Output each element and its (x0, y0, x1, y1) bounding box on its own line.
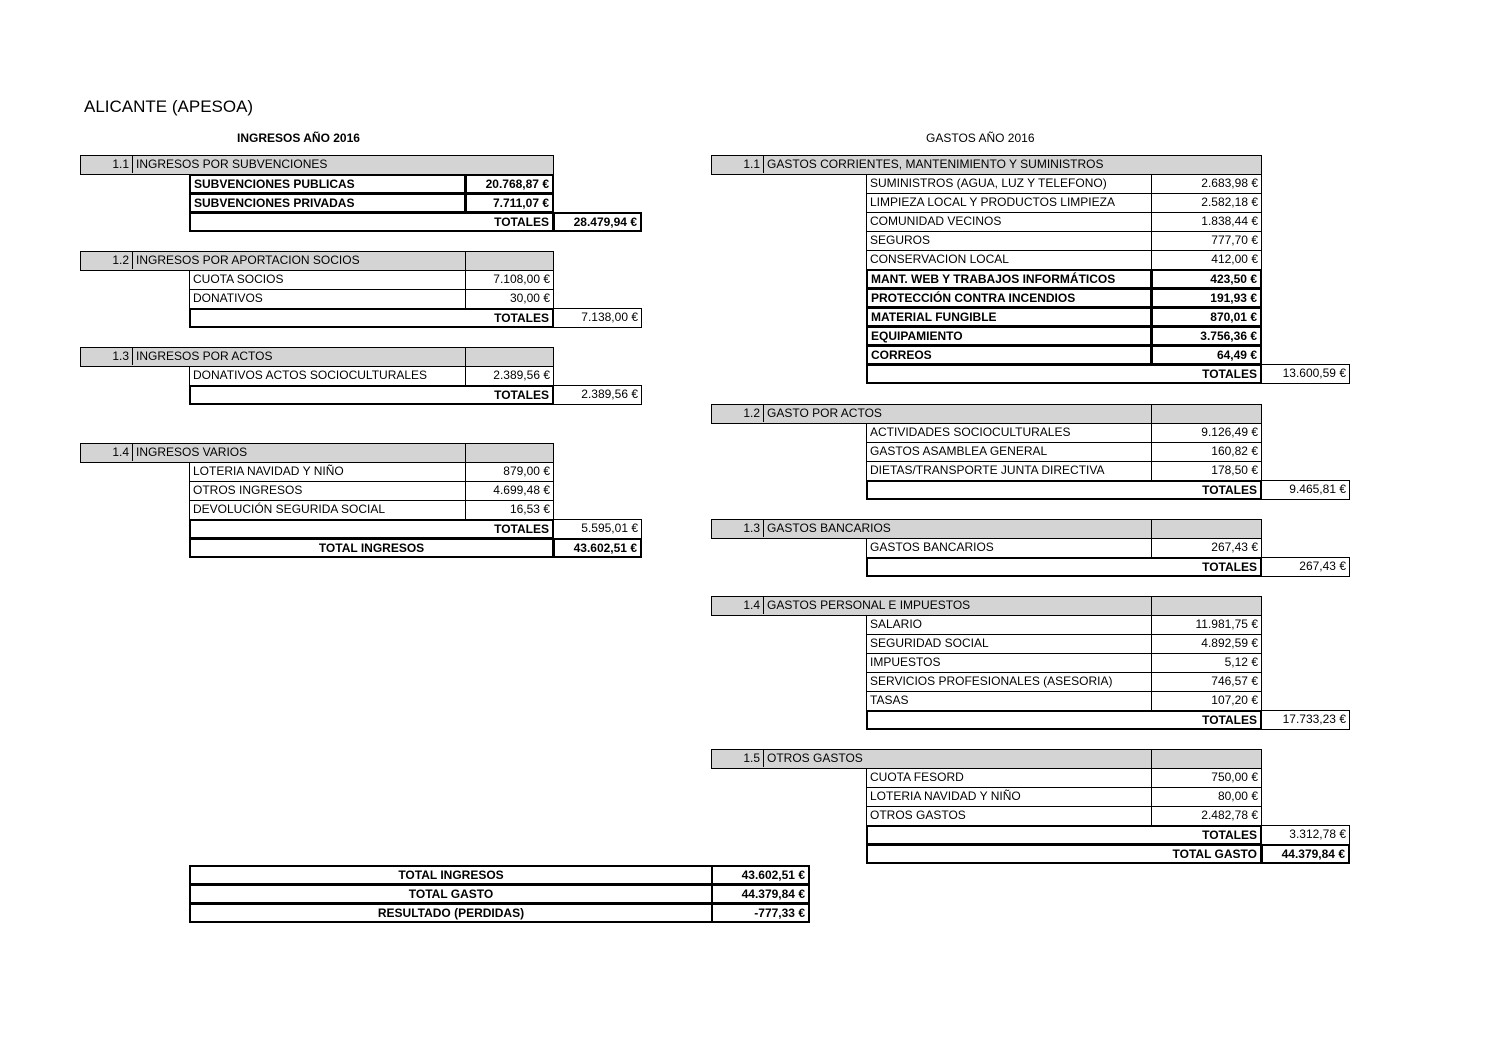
section-number: 1.4 (712, 597, 764, 614)
item-label: GASTOS ASAMBLEA GENERAL (866, 442, 1152, 462)
item-label: OTROS INGRESOS (189, 481, 466, 501)
totals-label: TOTALES (866, 825, 1262, 845)
item-value: 3.756,36 € (1151, 326, 1262, 346)
item-value: 2.389,56 € (465, 366, 554, 386)
item-label: MANT. WEB Y TRABAJOS INFORMÁTICOS (866, 269, 1152, 289)
section-label: OTROS GASTOS (767, 751, 863, 765)
section-label: GASTOS BANCARIOS (767, 521, 891, 535)
item-label: CONSERVACION LOCAL (866, 250, 1152, 270)
item-label: SEGURIDAD SOCIAL (866, 634, 1152, 654)
section-label: GASTOS CORRIENTES, MANTENIMIENTO Y SUMINISTROS (767, 157, 1104, 171)
totals-value: 3.312,78 € (1261, 825, 1350, 845)
item-label: LIMPIEZA LOCAL Y PRODUCTOS LIMPIEZA (866, 193, 1152, 213)
section-number: 1.1 (81, 156, 133, 173)
section-number: 1.1 (712, 156, 764, 173)
item-value: 191,93 € (1151, 288, 1262, 308)
item-value: 2.582,18 € (1151, 193, 1262, 213)
item-value: 7.711,07 € (465, 193, 554, 213)
gastos-heading: GASTOS AÑO 2016 (926, 131, 1035, 145)
section-label: GASTO POR ACTOS (767, 406, 882, 420)
totals-value: 17.733,23 € (1261, 710, 1350, 730)
section-header-blank (1151, 749, 1262, 769)
item-value: 30,00 € (465, 289, 554, 309)
grand-value: 44.379,84 € (1261, 844, 1350, 864)
section-header-blank (1151, 404, 1262, 424)
item-value: 178,50 € (1151, 461, 1262, 481)
section-number: 1.3 (712, 520, 764, 537)
grand-value: 43.602,51 € (553, 538, 642, 558)
item-label: DONATIVOS ACTOS SOCIOCULTURALES (189, 366, 466, 386)
item-value: 9.126,49 € (1151, 423, 1262, 443)
section-header (80, 443, 466, 463)
section-header (80, 251, 466, 271)
item-label: MATERIAL FUNGIBLE (866, 307, 1152, 327)
totals-label: TOTALES (189, 519, 554, 539)
item-label: CUOTA FESORD (866, 768, 1152, 788)
section-header-blank (1151, 596, 1262, 616)
item-value: 412,00 € (1151, 250, 1262, 270)
item-label: OTROS GASTOS (866, 806, 1152, 826)
summary-label: TOTAL INGRESOS (189, 865, 713, 885)
section-number: 1.5 (712, 750, 764, 767)
item-label: SUBVENCIONES PRIVADAS (189, 193, 466, 213)
item-label: SUBVENCIONES PUBLICAS (189, 174, 466, 194)
item-label: LOTERIA NAVIDAD Y NIÑO (866, 787, 1152, 807)
item-value: 1.838,44 € (1151, 212, 1262, 232)
item-value: 777,70 € (1151, 231, 1262, 251)
totals-value: 9.465,81 € (1261, 480, 1350, 500)
section-label: INGRESOS VARIOS (136, 445, 248, 459)
section-number: 1.2 (712, 405, 764, 422)
item-label: SEGUROS (866, 231, 1152, 251)
item-value: 2.683,98 € (1151, 174, 1262, 194)
section-label: INGRESOS POR ACTOS (136, 349, 273, 363)
section-header (80, 347, 466, 367)
ingresos-heading: INGRESOS AÑO 2016 (237, 131, 360, 145)
totals-label: TOTALES (189, 308, 554, 328)
section-header-blank (1151, 519, 1262, 539)
summary-label: RESULTADO (PERDIDAS) (189, 903, 713, 923)
item-value: 870,01 € (1151, 307, 1262, 327)
totals-label: TOTALES (866, 710, 1262, 730)
totals-value: 267,43 € (1261, 557, 1350, 577)
item-value: 20.768,87 € (465, 174, 554, 194)
summary-value: 43.602,51 € (711, 865, 810, 885)
item-label: CUOTA SOCIOS (189, 270, 466, 290)
totals-value: 28.479,94 € (553, 212, 642, 232)
item-label: LOTERIA NAVIDAD Y NIÑO (189, 462, 466, 482)
totals-label: TOTALES (866, 364, 1262, 384)
item-value: 4.892,59 € (1151, 634, 1262, 654)
item-value: 11.981,75 € (1151, 615, 1262, 635)
section-number: 1.4 (81, 444, 133, 461)
item-value: 160,82 € (1151, 442, 1262, 462)
section-header (711, 155, 1262, 175)
section-header-blank (465, 443, 554, 463)
item-value: 423,50 € (1151, 269, 1262, 289)
totals-label: TOTALES (866, 480, 1262, 500)
item-value: 879,00 € (465, 462, 554, 482)
item-value: 80,00 € (1151, 787, 1262, 807)
item-label: CORREOS (866, 345, 1152, 365)
item-value: 746,57 € (1151, 672, 1262, 692)
item-value: 107,20 € (1151, 691, 1262, 711)
item-value: 7.108,00 € (465, 270, 554, 290)
totals-value: 7.138,00 € (553, 308, 642, 328)
summary-label: TOTAL GASTO (189, 884, 713, 904)
totals-label: TOTALES (189, 385, 554, 405)
item-label: SALARIO (866, 615, 1152, 635)
item-value: 5,12 € (1151, 653, 1262, 673)
item-label: EQUIPAMIENTO (866, 326, 1152, 346)
section-number: 1.2 (81, 252, 133, 269)
grand-label: TOTAL INGRESOS (189, 538, 554, 558)
item-label: SUMINISTROS (AGUA, LUZ Y TELEFONO) (866, 174, 1152, 194)
item-value: 16,53 € (465, 500, 554, 520)
section-header (711, 596, 1152, 616)
section-header-blank (465, 347, 554, 367)
item-label: TASAS (866, 691, 1152, 711)
item-label: DIETAS/TRANSPORTE JUNTA DIRECTIVA (866, 461, 1152, 481)
section-header-blank (465, 251, 554, 271)
grand-label: TOTAL GASTO (866, 844, 1262, 864)
section-label: INGRESOS POR APORTACION SOCIOS (136, 253, 360, 267)
totals-label: TOTALES (866, 557, 1262, 577)
item-label: PROTECCIÓN CONTRA INCENDIOS (866, 288, 1152, 308)
item-value: 267,43 € (1151, 538, 1262, 558)
item-value: 2.482,78 € (1151, 806, 1262, 826)
section-header (711, 519, 1152, 539)
item-label: IMPUESTOS (866, 653, 1152, 673)
item-value: 4.699,48 € (465, 481, 554, 501)
section-label: GASTOS PERSONAL E IMPUESTOS (767, 598, 971, 612)
item-label: COMUNIDAD VECINOS (866, 212, 1152, 232)
summary-value: 44.379,84 € (711, 884, 810, 904)
totals-value: 2.389,56 € (553, 385, 642, 405)
section-header (711, 749, 1152, 769)
section-header (80, 155, 554, 175)
totals-value: 13.600,59 € (1261, 364, 1350, 384)
item-label: DEVOLUCIÓN SEGURIDA SOCIAL (189, 500, 466, 520)
totals-value: 5.595,01 € (553, 519, 642, 539)
section-label: INGRESOS POR SUBVENCIONES (136, 157, 328, 171)
item-label: GASTOS BANCARIOS (866, 538, 1152, 558)
summary-value: -777,33 € (711, 903, 810, 923)
item-label: ACTIVIDADES SOCIOCULTURALES (866, 423, 1152, 443)
totals-label: TOTALES (189, 212, 554, 232)
item-label: DONATIVOS (189, 289, 466, 309)
section-number: 1.3 (81, 348, 133, 365)
item-value: 750,00 € (1151, 768, 1262, 788)
section-header (711, 404, 1152, 424)
item-value: 64,49 € (1151, 345, 1262, 365)
page-title: ALICANTE (APESOA) (84, 97, 254, 116)
item-label: SERVICIOS PROFESIONALES (ASESORIA) (866, 672, 1152, 692)
